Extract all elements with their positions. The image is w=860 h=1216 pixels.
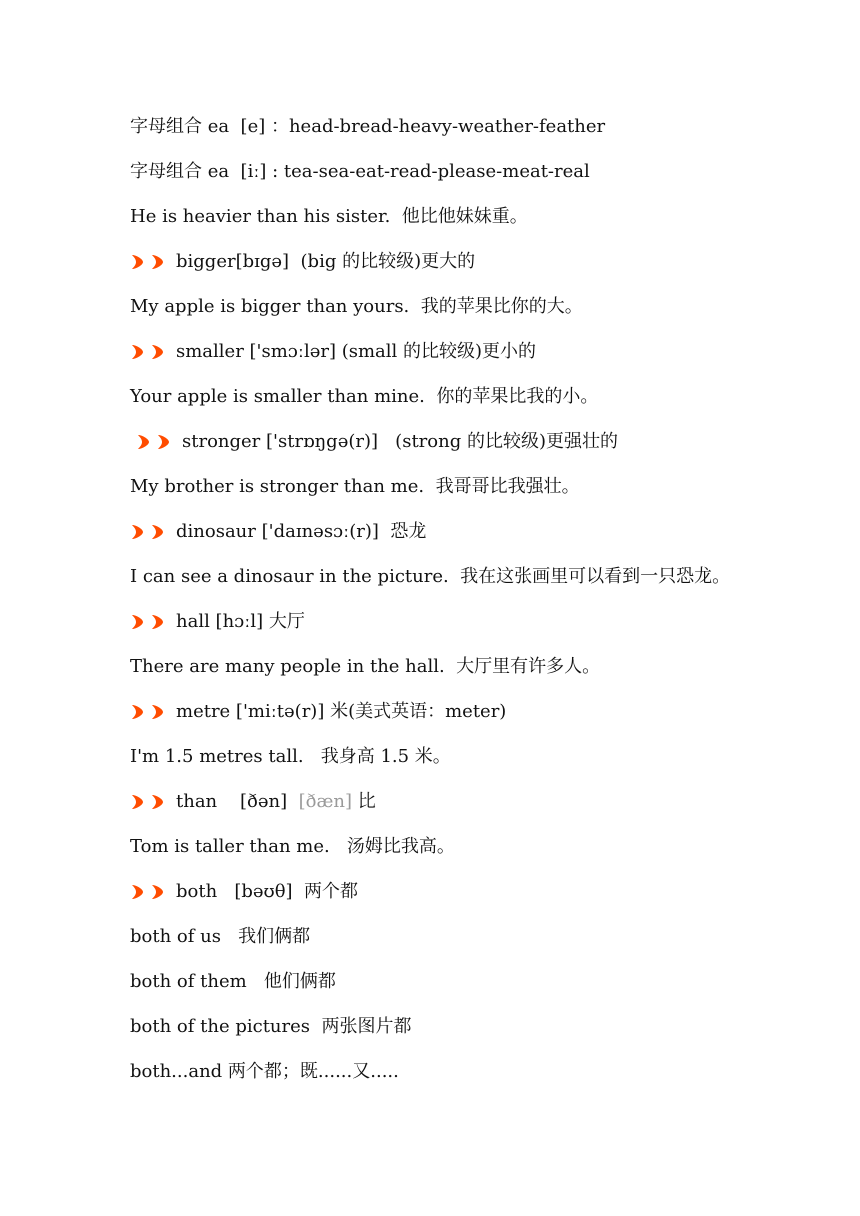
text-line: both of them 他们俩都 [130, 971, 336, 992]
text-line: He is heavier than his sister. 他比他妹妹重。 [130, 206, 528, 227]
orange-arrow-bullet-icon [150, 704, 164, 720]
text-line: My brother is stronger than me. 我哥哥比我强壮。 [130, 476, 580, 497]
vocab-text: bigger[bɪgə] (big 的比较级)更大的 [176, 251, 476, 272]
vocab-text: dinosaur ['daɪnəsɔː(r)] 恐龙 [176, 521, 427, 542]
vocab-entry-smaller [130, 340, 536, 364]
text-line: 字母组合 ea [iː] : tea-sea-eat-read-please-meat-real [130, 161, 590, 182]
vocab-entry-bigger [130, 250, 475, 274]
vocab-text: than [ðən] [176, 791, 299, 812]
bullet-group [130, 704, 164, 720]
vocab-entry-than [130, 790, 376, 814]
orange-arrow-bullet-icon [130, 794, 144, 810]
orange-arrow-bullet-icon [150, 884, 164, 900]
alt-pronunciation: [ðæn] [298, 791, 353, 812]
text-line: My apple is bigger than yours. 我的苹果比你的大。 [130, 296, 583, 317]
vocab-meaning: 比 [352, 791, 376, 812]
orange-arrow-bullet-icon [130, 884, 144, 900]
bullet-group [130, 794, 164, 810]
vocab-entry-hall [130, 610, 305, 634]
orange-arrow-bullet-icon [130, 704, 144, 720]
bullet-group [130, 344, 164, 360]
vocab-text: metre ['miːtə(r)] 米(美式英语：meter) [176, 701, 507, 722]
text-line: Your apple is smaller than mine. 你的苹果比我的小。 [130, 386, 599, 407]
vocab-entry-both [130, 880, 358, 904]
text-line: Tom is taller than me. 汤姆比我高。 [130, 836, 455, 857]
vocab-entry-metre [130, 700, 506, 724]
orange-arrow-bullet-icon [130, 614, 144, 630]
orange-arrow-bullet-icon [130, 254, 144, 270]
vocab-text: hall [hɔːl] 大厅 [176, 611, 305, 632]
bullet-group [130, 614, 164, 630]
orange-arrow-bullet-icon [130, 524, 144, 540]
vocab-text: both [bəʊθ] 两个都 [176, 881, 359, 902]
orange-arrow-bullet-icon [130, 344, 144, 360]
text-line: both of the pictures 两张图片都 [130, 1016, 412, 1037]
orange-arrow-bullet-icon [150, 614, 164, 630]
bullet-group [130, 884, 164, 900]
bullet-group [130, 254, 164, 270]
vocab-entry-dinosaur [130, 520, 426, 544]
text-line: I'm 1.5 metres tall. 我身高 1.5 米。 [130, 746, 451, 767]
vocab-text: smaller ['smɔːlər] (small 的比较级)更小的 [176, 341, 537, 362]
text-line: I can see a dinosaur in the picture. 我在这张画里可以看到一只恐龙。 [130, 566, 731, 587]
vocab-entry-stronger [136, 430, 618, 454]
orange-arrow-bullet-icon [156, 434, 170, 450]
orange-arrow-bullet-icon [150, 794, 164, 810]
bullet-group [130, 524, 164, 540]
vocab-text: stronger ['strɒŋgə(r)] (strong 的比较级)更强壮的 [182, 431, 618, 452]
orange-arrow-bullet-icon [150, 344, 164, 360]
orange-arrow-bullet-icon [150, 524, 164, 540]
bullet-group [136, 434, 170, 450]
text-line: both...and 两个都；既......又..... [130, 1061, 399, 1082]
text-line: 字母组合 ea [e] ：head-bread-heavy-weather-feather [130, 116, 606, 137]
orange-arrow-bullet-icon [136, 434, 150, 450]
text-line: both of us 我们俩都 [130, 926, 311, 947]
orange-arrow-bullet-icon [150, 254, 164, 270]
text-line: There are many people in the hall. 大厅里有许多人。 [130, 656, 601, 677]
